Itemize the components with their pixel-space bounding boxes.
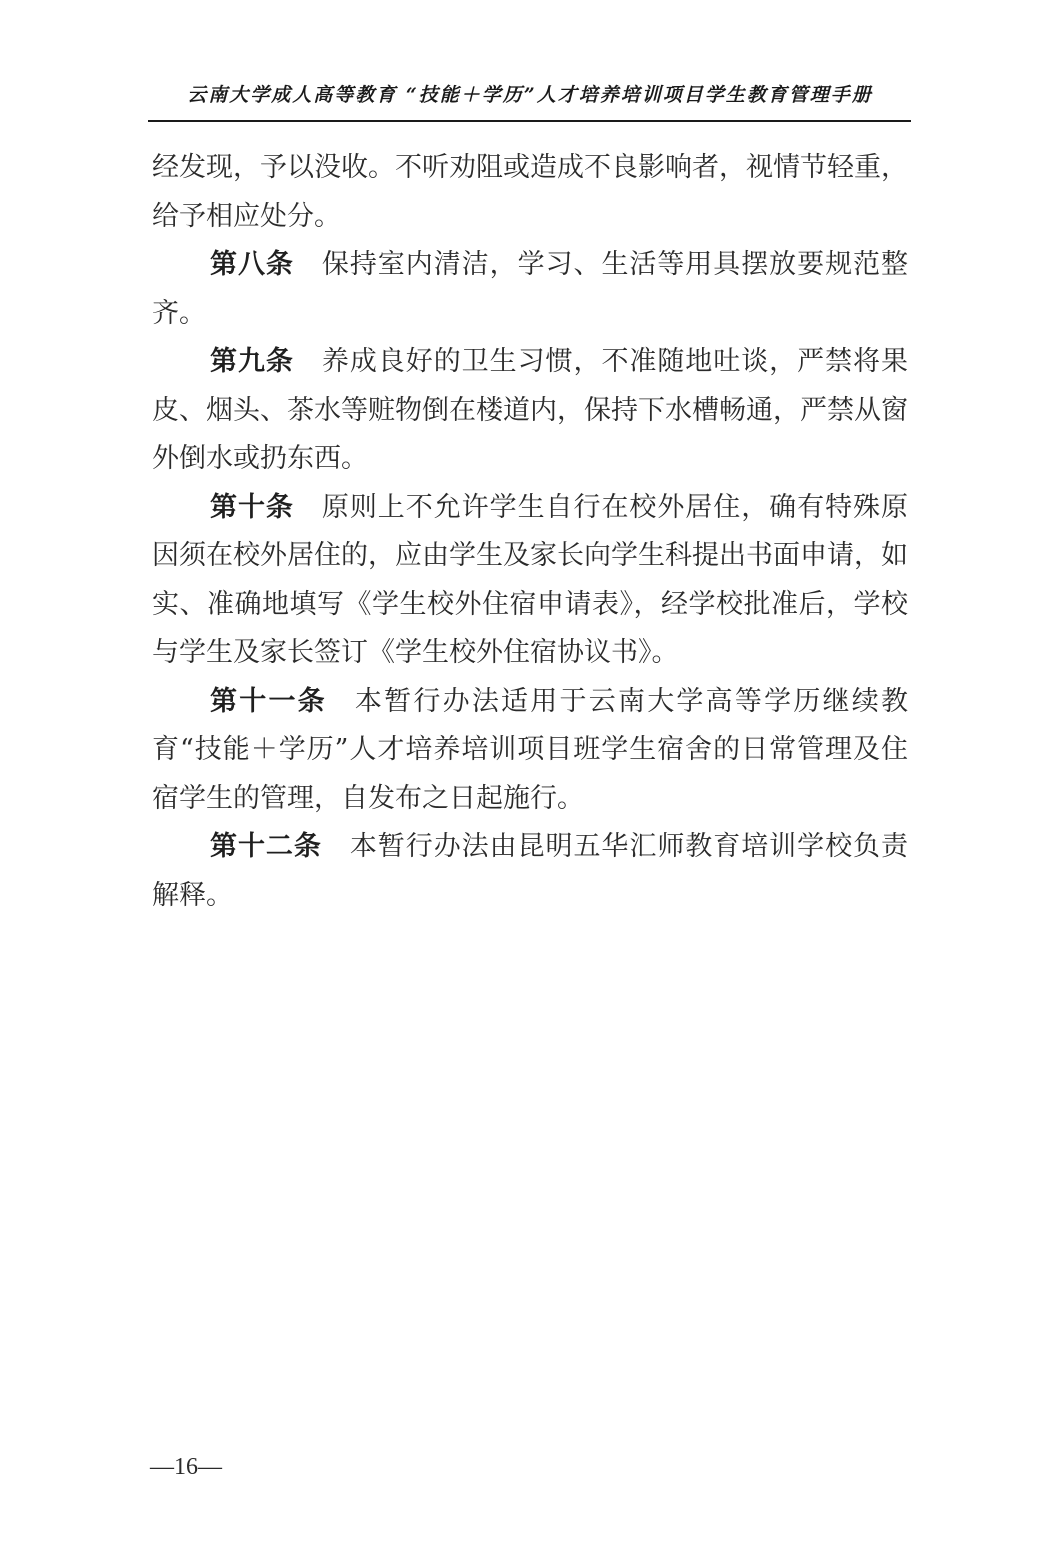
article-11	[152, 678, 908, 824]
running-header: 云南大学成人高等教育 “技能＋学历”人才培养培训项目学生教育管理手册	[187, 84, 873, 106]
article-text: 养成良好的卫生习惯，不准随地吐谈，严禁将果皮、烟头、茶水等赃物倒在楼道内，保持下水槽畅通，严禁从窗外倒水或扔东西。	[152, 346, 909, 474]
article-label: 第十一条	[210, 685, 327, 717]
article-text: 原则上不允许学生自行在校外居住，确有特殊原因须在校外居住的，应由学生及家长向学生科提出书面申请，如实、准确地填写《学生校外住宿申请表》，经学校批准后，学校与学生及家长签订《学生校外住宿协议书》。	[152, 491, 909, 668]
article-text: 保持室内清洁，学习、生活等用具摆放要规范整齐。	[152, 249, 909, 329]
article-8	[152, 241, 908, 338]
article-12	[152, 823, 908, 920]
paragraph-continuation	[152, 144, 908, 241]
article-label: 第十条	[210, 491, 294, 523]
article-label: 第十二条	[210, 831, 322, 862]
page-body	[152, 144, 908, 920]
article-label: 第九条	[210, 346, 294, 377]
article-label: 第八条	[210, 249, 294, 280]
article-10	[152, 484, 908, 678]
header-divider	[148, 120, 911, 122]
article-text: 本暂行办法由昆明五华汇师教育培训学校负责解释。	[152, 831, 909, 911]
page-number: —16—	[150, 1454, 222, 1480]
paragraph-text: 经发现，予以没收。不听劝阻或造成不良影响者，视情节轻重，给予相应处分。	[152, 152, 908, 232]
article-9	[152, 338, 908, 484]
article-text: 本暂行办法适用于云南大学高等学历继续教育“技能＋学历”人才培养培训项目班学生宿舍的日常管理及住宿学生的管理，自发布之日起施行。	[152, 685, 909, 814]
